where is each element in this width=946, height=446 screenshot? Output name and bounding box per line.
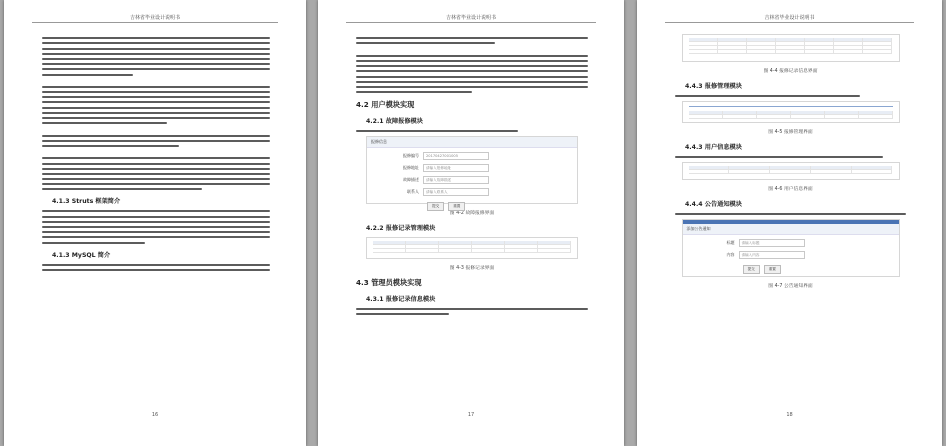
figure-caption: 图 4-7 公告通知界面 — [768, 284, 813, 289]
form-row — [389, 164, 577, 172]
body-text-line — [356, 37, 588, 39]
submit-button[interactable]: 提交 — [427, 202, 444, 211]
form-row — [389, 188, 577, 196]
document-page-3 — [637, 0, 942, 446]
body-text-line — [42, 68, 270, 70]
document-page-1 — [4, 0, 306, 446]
page-body — [356, 34, 588, 318]
body-text-line — [356, 313, 449, 315]
repair-record-info-figure — [682, 34, 900, 62]
field-input[interactable]: 请输入报修地址 — [423, 164, 489, 172]
body-text-line — [42, 157, 270, 159]
figure-caption: 图 4-4 报修记录信息界面 — [763, 69, 818, 74]
record-table — [689, 166, 893, 174]
form-row — [389, 176, 577, 184]
page-body — [675, 34, 906, 296]
section-heading: 4.1.3 Struts 框架简介 — [52, 198, 121, 206]
body-text-line — [356, 70, 588, 72]
field-input[interactable]: 20170427001005 — [423, 152, 489, 160]
record-table — [373, 241, 571, 253]
body-text-line — [356, 42, 495, 44]
body-text-line — [42, 173, 270, 175]
section-heading: 4.2 用户模块实现 — [356, 100, 415, 110]
figure-caption: 图 4-2 故障报修界面 — [449, 211, 495, 217]
form-row — [389, 152, 577, 160]
field-input[interactable]: 请输入联系人 — [423, 188, 489, 196]
body-text-line — [42, 135, 270, 137]
page-header: 吉林省毕业设计说明书 — [445, 15, 496, 21]
page-number: 18 — [786, 412, 793, 418]
body-text-line — [42, 242, 145, 244]
field-label: 内容 — [726, 252, 735, 257]
subsection-heading: 4.4.3 用户信息模块 — [685, 144, 742, 151]
body-text-line — [42, 42, 270, 44]
body-text-line — [356, 60, 588, 62]
page-number: 17 — [467, 412, 475, 418]
field-input[interactable]: 请输入标题 — [739, 239, 805, 247]
subsection-heading: 4.2.1 故障报修模块 — [366, 118, 423, 126]
form-row — [705, 239, 899, 247]
figure-caption: 图 4-3 报修记录界面 — [449, 266, 495, 272]
body-text-line — [42, 140, 270, 142]
body-text-line — [42, 96, 270, 98]
figure-caption: 图 4-5 报修管理界面 — [768, 130, 813, 135]
header-rule — [346, 22, 596, 23]
form-buttons — [743, 265, 899, 274]
page-number: 16 — [151, 412, 159, 418]
notice-form-figure — [682, 219, 900, 277]
body-text-line — [356, 86, 588, 88]
user-info-figure — [682, 162, 900, 180]
body-text-line — [42, 74, 133, 76]
form-title: 报修信息 — [367, 137, 577, 148]
field-label: 报修编号 — [403, 153, 419, 159]
body-text-line — [42, 112, 270, 114]
body-text-line — [42, 163, 270, 165]
reset-button[interactable]: 重置 — [764, 265, 781, 274]
body-text-line — [42, 210, 270, 212]
submit-button[interactable]: 提交 — [743, 265, 760, 274]
page-header: 吉林省毕业设计说明书 — [764, 15, 815, 21]
subsection-heading: 4.2.2 报修记录管理模块 — [366, 225, 436, 233]
body-text-line — [42, 101, 270, 103]
field-label: 报修地址 — [403, 165, 419, 171]
repair-record-table-figure — [366, 237, 578, 259]
body-text-line — [42, 236, 270, 238]
body-text-line — [42, 37, 270, 39]
subsection-heading: 4.4.3 报修管理模块 — [685, 83, 742, 90]
body-text-line — [42, 107, 270, 109]
form-title: 添加公告通知 — [683, 224, 899, 235]
body-text-line — [42, 86, 270, 88]
subsection-heading: 4.3.1 报修记录信息模块 — [366, 296, 436, 304]
page-header: 吉林省毕业设计说明书 — [129, 15, 180, 21]
section-heading: 4.1.3 MySQL 简介 — [52, 251, 111, 259]
reset-button[interactable]: 重置 — [448, 202, 465, 211]
subsection-heading: 4.4.4 公告通知模块 — [685, 201, 742, 208]
body-text-line — [42, 48, 270, 50]
body-text-line — [356, 130, 518, 132]
body-text-line — [42, 221, 270, 223]
form-buttons — [427, 202, 577, 211]
header-rule — [665, 22, 914, 23]
form-row — [705, 251, 899, 259]
document-page-2 — [318, 0, 624, 446]
field-label: 故障描述 — [403, 177, 419, 183]
body-text-line — [356, 91, 472, 93]
body-text-line — [42, 216, 270, 218]
fault-report-form-figure — [366, 136, 578, 209]
body-text-line — [356, 81, 588, 83]
body-text-line — [675, 213, 906, 215]
field-label: 标题 — [726, 240, 735, 245]
body-text-line — [42, 178, 270, 180]
body-text-line — [42, 145, 179, 147]
repair-manage-figure — [682, 101, 900, 123]
section-heading: 4.3 管理员模块实现 — [356, 278, 422, 288]
body-text-line — [42, 264, 270, 266]
field-input[interactable]: 请输入内容 — [739, 251, 805, 259]
body-text-line — [42, 168, 270, 170]
body-text-line — [356, 55, 588, 57]
body-text-line — [356, 76, 588, 78]
body-text-line — [42, 183, 270, 185]
body-text-line — [675, 95, 860, 97]
body-text-line — [42, 117, 270, 119]
record-table — [689, 111, 893, 119]
body-text-line — [356, 65, 588, 67]
body-text-line — [42, 53, 270, 55]
figure-caption: 图 4-6 用户信息界面 — [768, 187, 813, 192]
body-text-line — [42, 226, 270, 228]
page-body — [42, 34, 270, 274]
body-text-line — [356, 308, 588, 310]
field-label: 联系人 — [407, 189, 419, 195]
header-rule — [32, 22, 278, 23]
body-text-line — [42, 231, 270, 233]
body-text-line — [42, 269, 270, 271]
body-text-line — [42, 63, 270, 65]
body-text-line — [42, 58, 270, 60]
record-table — [689, 38, 893, 54]
body-text-line — [42, 188, 202, 190]
field-input[interactable]: 请输入故障描述 — [423, 176, 489, 184]
body-text-line — [675, 156, 883, 158]
body-text-line — [42, 122, 167, 124]
body-text-line — [42, 91, 270, 93]
